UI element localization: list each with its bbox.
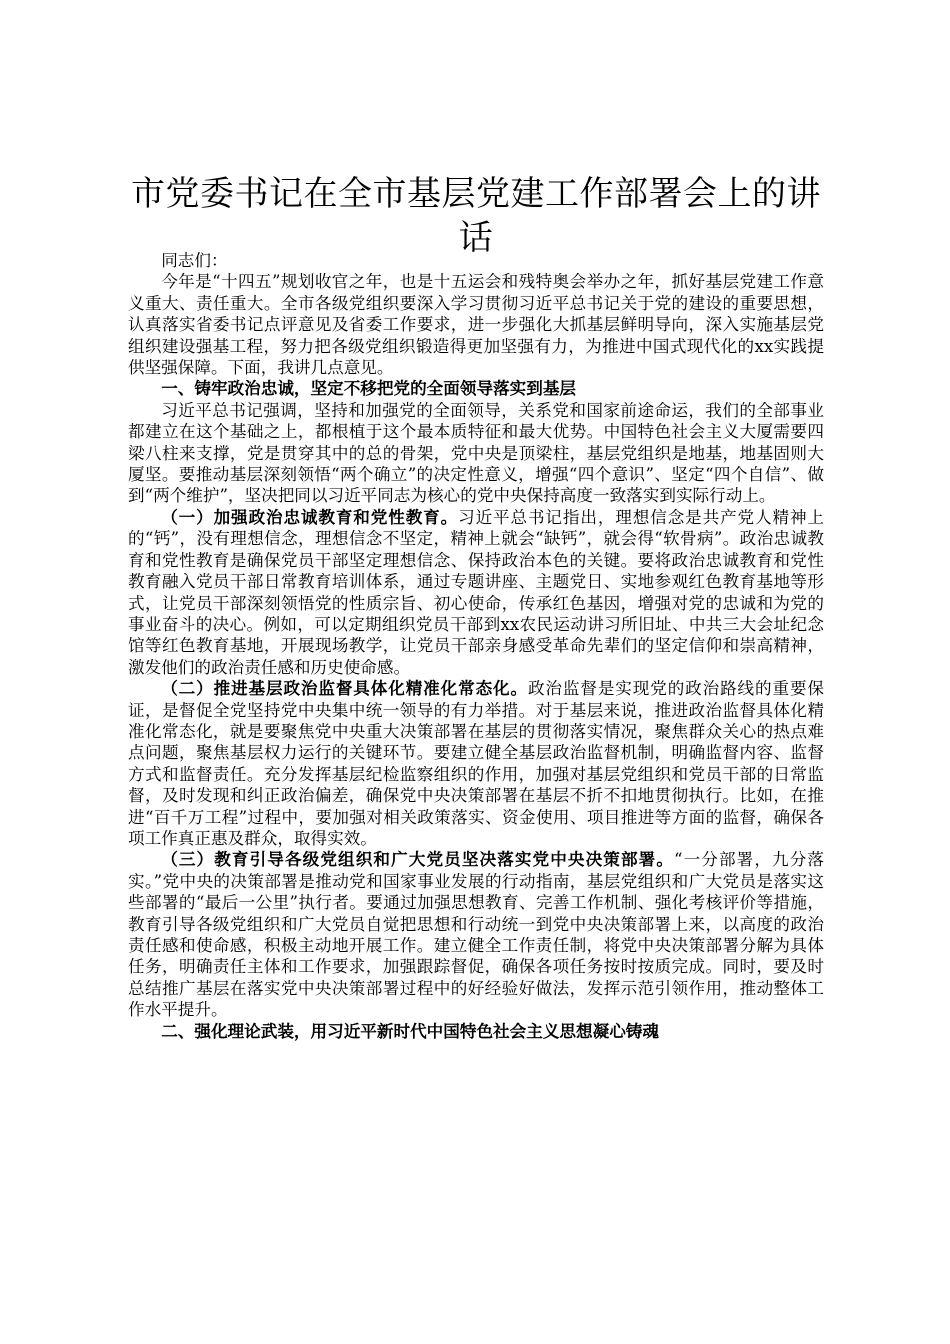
- intro-paragraph: 今年是“十四五”规划收官之年，也是十五运会和残特奥会举办之年，抓好基层党建工作意义重大、责任重大。全市各级党组织要深入学习贯彻习近平总书记关于党的建设的重要思想，认真落实省委书记点评意见及省委工作要求，进一步强化大抓基层鲜明导向，深入实施基层党组织建设强基工程，努力把各级党组织锻造得更加坚强有力，为推进中国式现代化的xx实践提供坚强保障。下面，我讲几点意见。: [128, 272, 824, 378]
- item-1-lead: （一）加强政治忠诚教育和党性教育。: [161, 506, 459, 527]
- item-2-text: 政治监督是实现党的政治路线的重要保证，是督促全党坚持党中央集中统一领导的有力举措。对于基层来说，推进政治监督具体化精准化常态化，就是要聚焦党中央重大决策部署在基层的贯彻落实情况，聚焦群众关心的热点难点问题，聚焦基层权力运行的关键环节。要建立健全基层政治监督机制，明确监督内容、监督方式和监督责任。充分发挥基层纪检监察组织的作用，加强对基层党组织和党员干部的日常监督，及时发现和纠正政治偏差，确保党中央决策部署在基层不折不扣地贯彻执行。比如，在推进“百千万工程”过程中，要加强对相关政策落实、资金使用、项目推进等方面的监督，确保各项工作真正惠及群众，取得实效。: [128, 679, 825, 848]
- item-3-lead: （三）教育引导各级党组织和广大党员坚决落实党中央决策部署。: [161, 849, 675, 870]
- item-1-text: 习近平总书记指出，理想信念是共产党人精神上的“钙”，没有理想信念，理想信念不坚定，精神上就会“缺钙”，就会得“软骨病”。政治忠诚教育和党性教育是确保党员干部坚定理想信念、保持政治本色的关键。要将政治忠诚教育和党性教育融入党员干部日常教育培训体系，通过专题讲座、主题党日、实地参观红色教育基地等形式，让党员干部深刻领悟党的性质宗旨、初心使命，传承红色基因，增强对党的忠诚和为党的事业奋斗的决心。例如，可以定期组织党员干部到xx农民运动讲习所旧址、中共三大会址纪念馆等红色教育基地，开展现场教学，让党员干部亲身感受革命先辈们的坚定信仰和崇高精神，激发他们的政治责任感和历史使命感。: [128, 507, 825, 677]
- section-1-item-2-paragraph: [128, 678, 824, 849]
- item-2-lead: （二）推进基层政治监督具体化精准化常态化。: [161, 678, 528, 699]
- document-title: 市党委书记在全市基层党建工作部署会上的讲话: [131, 174, 821, 258]
- section-1-heading: 一、铸牢政治忠诚，坚定不移把党的全面领导落实到基层: [161, 378, 577, 399]
- salutation: 同志们：: [161, 251, 228, 270]
- section-1-item-1-paragraph: [128, 507, 824, 678]
- document-body: [128, 250, 824, 1042]
- section-2-heading: 二、强化理论武装，用习近平新时代中国特色社会主义思想凝心铸魂: [161, 1020, 659, 1041]
- item-3-text: “一分部署，九分落实。”党中央的决策部署是推动党和国家事业发展的行动指南，基层党组织和广大党员是落实这些部署的“最后一公里”执行者。要通过加强思想教育、完善工作机制、强化考核评价等措施，教育引导各级党组织和广大党员自觉把思想和行动统一到党中央决策部署上来，以高度的政治责任感和使命感，积极主动地开展工作。建立健全工作责任制，将党中央决策部署分解为具体任务，明确责任主体和工作要求，加强跟踪督促，确保各项任务按时按质完成。同时，要及时总结推广基层在落实党中央决策部署过程中的好经验好做法，发挥示范引领作用，推动整体工作水平提升。: [128, 850, 825, 1020]
- section-1-item-3-paragraph: [128, 849, 824, 1020]
- section-1-intro-paragraph: 习近平总书记强调，坚持和加强党的全面领导，关系党和国家前途命运，我们的全部事业都建立在这个基础之上，都根植于这个最本质特征和最大优势。中国特色社会主义大厦需要四梁八柱来支撑，党是贯穿其中的总的骨架，党中央是顶梁柱，基层党组织是地基，地基固则大厦坚。要推动基层深刻领悟“两个确立”的决定性意义，增强“四个意识”、坚定“四个自信”、做到“两个维护”，坚决把同以习近平同志为核心的党中央保持高度一致落实到实际行动上。: [128, 400, 824, 506]
